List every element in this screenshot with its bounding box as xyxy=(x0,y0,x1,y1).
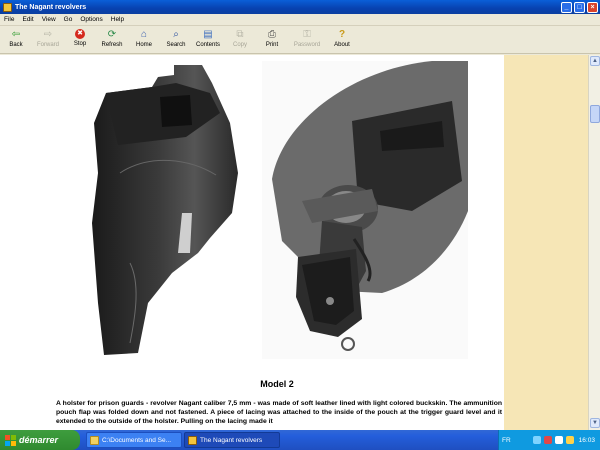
stop-icon: ✖ xyxy=(75,29,85,39)
back-button[interactable] xyxy=(0,27,32,48)
copy-icon: ⧉ xyxy=(236,29,244,40)
forward-arrow-icon: ⇨ xyxy=(43,29,53,40)
taskbar-item-label: C:\Documents and Se... xyxy=(102,436,172,444)
menu-view[interactable]: View xyxy=(41,16,56,23)
taskbar-item-explorer[interactable] xyxy=(86,432,182,448)
refresh-icon: ⟳ xyxy=(107,29,117,40)
description-paragraph: A holster for prison guards - revolver Nagant caliber 7,5 mm - was made of soft leather lined with light colored buckskin. The ammunition pouch flap was folded down and not fastened. A piece of lacing was attached to the inside of the pouch at the trigger guard level and it extended to the outside of the holster. Pulling on the lacing made it xyxy=(56,400,502,425)
vertical-scrollbar[interactable] xyxy=(588,55,600,430)
contents-icon: ▤ xyxy=(203,29,213,40)
refresh-button[interactable] xyxy=(96,27,128,48)
taskbar xyxy=(0,430,600,450)
language-indicator[interactable]: FR xyxy=(502,436,511,444)
help-book-icon xyxy=(188,436,197,445)
start-label: démarrer xyxy=(19,435,59,445)
about-button[interactable] xyxy=(326,27,358,48)
menu-go[interactable]: Go xyxy=(63,16,73,23)
copy-button-label: Copy xyxy=(232,42,247,48)
refresh-button-label: Refresh xyxy=(101,42,123,48)
document-page xyxy=(50,55,504,430)
home-icon: ⌂ xyxy=(140,29,148,40)
print-button-label: Print xyxy=(265,42,279,48)
search-button-label: Search xyxy=(166,42,186,48)
start-button[interactable] xyxy=(0,430,80,450)
stop-button[interactable] xyxy=(64,27,96,47)
scroll-thumb[interactable] xyxy=(590,105,600,123)
menu-help[interactable]: Help xyxy=(110,16,125,23)
home-button[interactable] xyxy=(128,27,160,48)
help-book-icon xyxy=(3,3,12,12)
back-button-label: Back xyxy=(9,42,23,48)
search-button[interactable] xyxy=(160,27,192,48)
password-button[interactable] xyxy=(288,27,326,48)
toolbar xyxy=(0,27,600,54)
volume-icon[interactable] xyxy=(555,436,563,444)
forward-button[interactable] xyxy=(32,27,64,48)
copy-button[interactable] xyxy=(224,27,256,48)
password-icon: ⚿ xyxy=(303,29,311,40)
folder-icon xyxy=(90,436,99,445)
menu-options[interactable]: Options xyxy=(80,16,103,23)
taskbar-item-label: The Nagant revolvers xyxy=(200,436,263,444)
clock[interactable]: 16:03 xyxy=(578,436,595,444)
minimize-button[interactable]: _ xyxy=(561,2,572,13)
windows-logo-icon xyxy=(5,435,16,446)
title-bar[interactable] xyxy=(0,0,600,14)
taskbar-item-help[interactable] xyxy=(184,432,280,448)
stop-button-label: Stop xyxy=(73,41,87,47)
security-icon[interactable] xyxy=(566,436,574,444)
holster-photo xyxy=(90,63,242,363)
home-button-label: Home xyxy=(135,42,152,48)
back-arrow-icon: ⇦ xyxy=(11,29,21,40)
window-title: The Nagant revolvers xyxy=(15,3,87,11)
password-button-label: Password xyxy=(293,42,321,48)
menu-file[interactable]: File xyxy=(4,16,15,23)
system-tray xyxy=(498,430,600,450)
contents-button[interactable] xyxy=(192,27,224,48)
menu-bar xyxy=(0,14,600,26)
right-margin xyxy=(504,55,588,430)
menu-edit[interactable]: Edit xyxy=(22,16,34,23)
about-button-label: About xyxy=(334,42,350,48)
maximize-button[interactable]: □ xyxy=(574,2,585,13)
antivirus-icon[interactable] xyxy=(544,436,552,444)
network-icon[interactable] xyxy=(533,436,541,444)
left-gutter xyxy=(0,55,50,430)
scroll-down-icon[interactable]: ▼ xyxy=(590,418,600,428)
print-button[interactable] xyxy=(256,27,288,48)
contents-button-label: Contents xyxy=(195,42,220,48)
close-button[interactable]: × xyxy=(587,2,598,13)
revolver-photo xyxy=(262,61,468,359)
figure-caption: Model 2 xyxy=(260,379,294,389)
content-viewport[interactable] xyxy=(0,55,600,430)
print-icon: ⎙ xyxy=(268,29,276,40)
scroll-up-icon[interactable]: ▲ xyxy=(590,56,600,66)
about-icon: ? xyxy=(338,29,346,40)
forward-button-label: Forward xyxy=(36,42,59,48)
search-icon: ⌕ xyxy=(173,29,179,40)
